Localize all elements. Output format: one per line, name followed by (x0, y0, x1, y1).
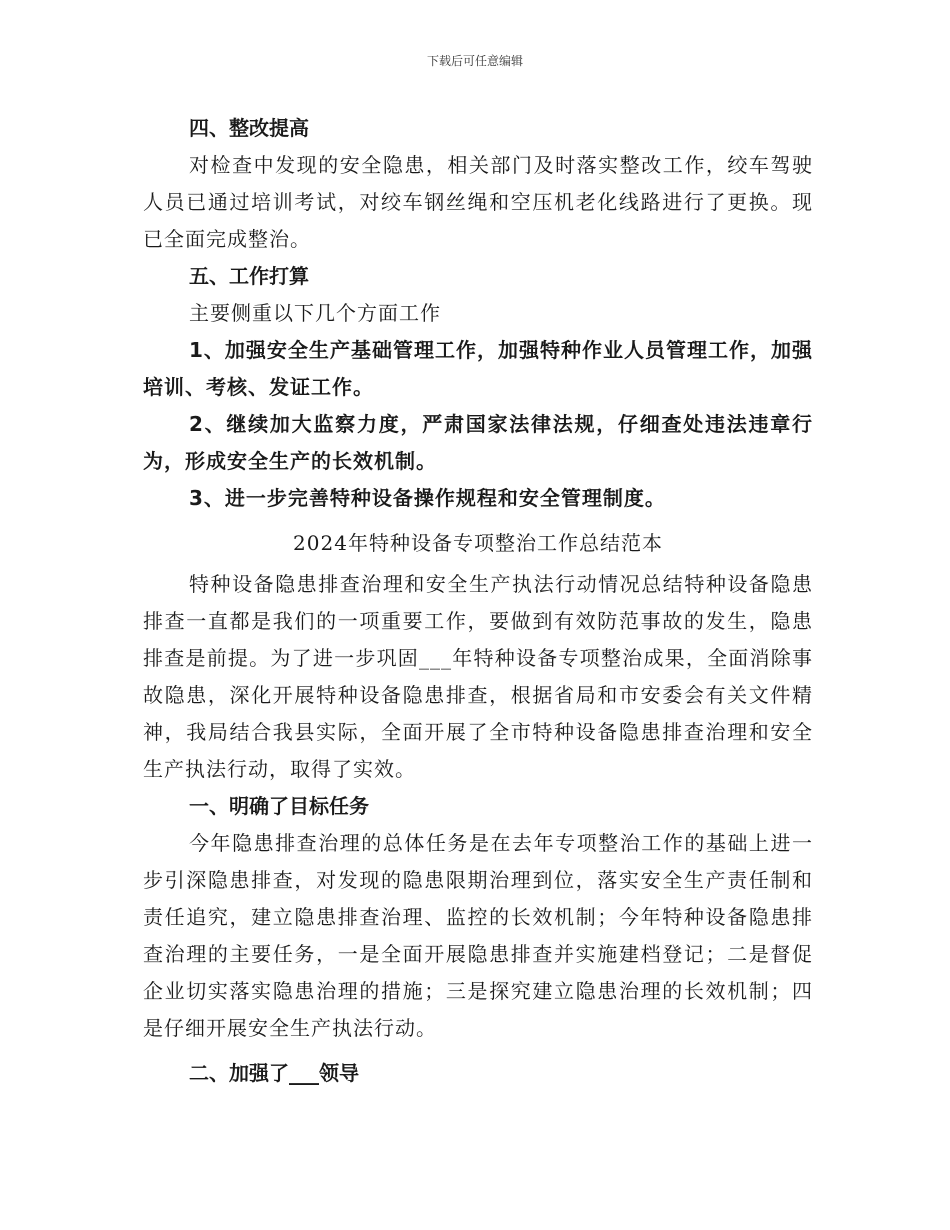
document-body (143, 110, 813, 1092)
part-1-body: 今年隐患排查治理的总体任务是在去年专项整治工作的基础上进一步引深隐患排查，对发现的隐患限期治理到位，落实安全生产责任制和责任追究，建立隐患排查治理、监控的长效机制；今年特种设备隐患排查治理的主要任务，一是全面开展隐患排查并实施建档登记；二是督促企业切实落实隐患治理的措施；三是探究建立隐患治理的长效机制；四是仔细开展安全生产执法行动。 (143, 831, 813, 1040)
page-header-note: 下载后可任意编辑 (426, 54, 523, 68)
part-1-heading: 一、明确了目标任务 (189, 794, 369, 818)
document-title: 2024年特种设备专项整治工作总结范本 (293, 531, 663, 555)
spacer (143, 1047, 813, 1055)
work-plan-item-3: 3、进一步完善特种设备操作规程和安全管理制度。 (189, 486, 666, 510)
section-4-heading: 四、整改提高 (189, 116, 309, 140)
section-5-intro: 主要侧重以下几个方面工作 (189, 301, 441, 325)
part-2-heading: 二、加强了___领导 (189, 1061, 359, 1085)
intro-paragraph: 特种设备隐患排查治理和安全生产执法行动情况总结特种设备隐患排查一直都是我们的一项重要工作，要做到有效防范事故的发生，隐患排查是前提。为了进一步巩固___年特种设备专项整治成果，全面消除事故隐患，深化开展特种设备隐患排查，根据省局和市安委会有关文件精神，我局结合我县实际，全面开展了全市特种设备隐患排查治理和安全生产执法行动，取得了实效。 (143, 572, 813, 781)
section-4-body: 对检查中发现的安全隐患，相关部门及时落实整改工作，绞车驾驶人员已通过培训考试，对绞车钢丝绳和空压机老化线路进行了更换。现已全面完成整治。 (143, 153, 813, 251)
work-plan-item-2: 2、继续加大监察力度，严肃国家法律法规，仔细查处违法违章行为，形成安全生产的长效机制。 (143, 412, 813, 473)
work-plan-item-1: 1、加强安全生产基础管理工作，加强特种作业人员管理工作，加强培训、考核、发证工作。 (143, 338, 813, 399)
section-5-heading: 五、工作打算 (189, 264, 309, 288)
